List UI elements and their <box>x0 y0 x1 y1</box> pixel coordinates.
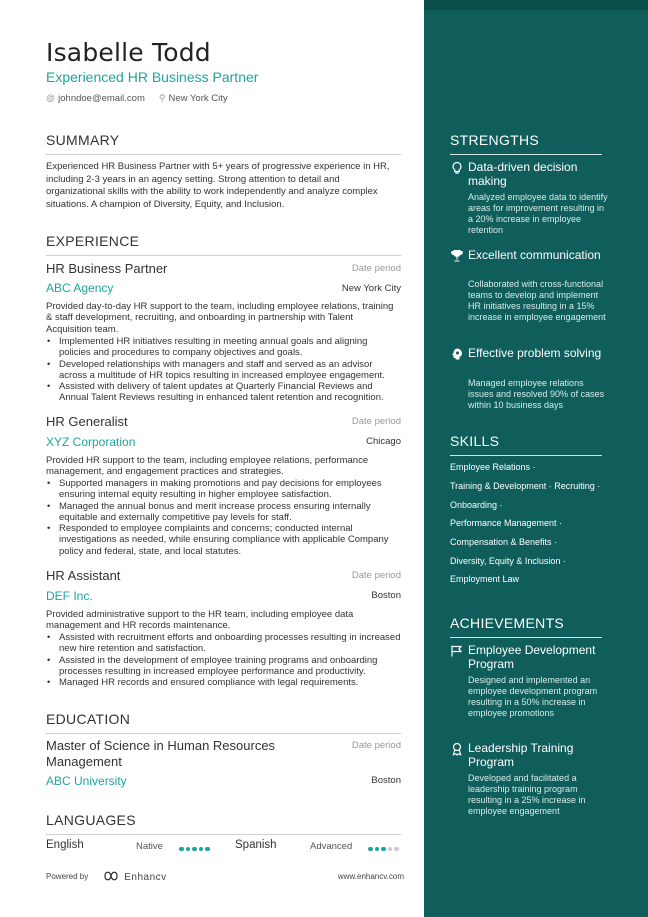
skill-item: Compensation & Benefits · <box>450 537 558 547</box>
strength-title: Effective problem solving <box>468 346 602 360</box>
enhancv-url[interactable]: www.enhancv.com <box>337 872 404 881</box>
trophy-icon <box>450 249 464 263</box>
location-contact <box>159 93 228 104</box>
job-date: Date period <box>351 570 401 581</box>
job-location: Chicago <box>366 436 401 447</box>
achievement-desc: Developed and facilitated a leadership training program resulting in a 25% increase in employee engagement <box>468 773 586 816</box>
job-company: ABC Agency <box>46 281 114 295</box>
job-bullets <box>46 478 401 557</box>
lightbulb-icon <box>450 161 464 175</box>
flag-icon <box>450 644 464 658</box>
location-text: New York City <box>168 93 228 104</box>
list-item: • Assisted in the development of employee training programs and onboarding processes resulting in increased employee performance and productivity. <box>46 655 401 678</box>
email-contact[interactable] <box>46 93 145 104</box>
job-bullets <box>46 632 401 688</box>
job-description: Provided administrative support to the HR team, including employee data management and HR records maintenance. <box>46 609 354 632</box>
language-proficiency <box>179 842 212 854</box>
job-bullets <box>46 336 401 404</box>
job-title: HR Assistant <box>46 568 121 583</box>
list-item: • Implemented HR initiatives resulting in meeting annual goals and aligning policies and procedures to company objectives and goals. <box>46 336 401 359</box>
list-item: • Managed HR records and ensured compliance with legal requirements. <box>46 677 401 688</box>
skill-item: Employment Law <box>450 574 520 584</box>
strength-desc: Analyzed employee data to identify areas for improvement resulting in a 20% increase in employee retention <box>468 192 608 235</box>
location-pin-icon: ⚲ <box>158 93 166 103</box>
medal-icon <box>450 742 464 756</box>
job-company: XYZ Corporation <box>46 435 136 449</box>
skill-item: Onboarding · <box>450 500 503 510</box>
achievement-title: Leadership Training Program <box>468 741 574 769</box>
brand-name: Enhancv <box>124 872 167 883</box>
sidebar <box>424 0 648 917</box>
job-title: HR Generalist <box>46 414 128 429</box>
strength-title: Excellent communication <box>468 248 601 262</box>
language-level: Advanced <box>310 841 353 852</box>
language-proficiency <box>368 842 401 854</box>
list-item: • Responded to employee complaints and concerns; conducted internal investigations as needed, while ensuring compliance with applicable Company policy and federal, state, and local statutes. <box>46 523 401 557</box>
job-company: DEF Inc. <box>46 589 93 603</box>
list-item: • Developed relationships with managers and staff and served as an advisor across a multitude of HR topics resulting in increased employee engagement. <box>46 359 401 382</box>
job-description: Provided day-to-day HR support to the team, including employee relations, training & staff development, recruiting, and onboarding in partnership with Talent Acquisition team. <box>46 301 394 335</box>
language-name: English <box>46 839 84 851</box>
candidate-title: Experienced HR Business Partner <box>46 69 259 85</box>
job-description: Provided HR support to the team, including employee relations, performance management, and engagement practices and strategies. <box>46 455 369 478</box>
school-location: Boston <box>371 775 401 786</box>
strength-title: Data-driven decision making <box>468 160 578 188</box>
language-level: Native <box>136 841 163 852</box>
at-icon: @ <box>46 93 56 103</box>
school-name: ABC University <box>46 774 127 788</box>
education-heading: EDUCATION <box>46 711 401 734</box>
brain-icon <box>450 347 464 361</box>
skill-item: Employee Relations · <box>450 462 536 472</box>
degree-title: Master of Science in Human Resources Management <box>46 738 276 769</box>
sidebar-top-band <box>424 0 648 10</box>
list-item: • Assisted with delivery of talent updates at Quarterly Financial Reviews and Annual Talent Reviews resulting in enhanced talent retention and recognition. <box>46 381 401 404</box>
list-item: • Assisted with recruitment efforts and onboarding processes resulting in increased new hire retention and satisfaction. <box>46 632 401 655</box>
skills-heading: SKILLS <box>450 433 602 456</box>
summary-text: Experienced HR Business Partner with 5+ years of progressive experience in HR, including 2-3 years in an agency setting. Strong attention to detail and organizational skills with the ability to work independently and analyze complex situations. A champion of Diversity, Equity, and Inclusion. <box>46 161 390 210</box>
job-location: New York City <box>341 283 401 294</box>
education-date: Date period <box>351 740 401 751</box>
languages-heading: LANGUAGES <box>46 812 401 835</box>
list-item: • Managed the annual bonus and merit increase process ensuring internally equitable and externally competitive pay levels for staff. <box>46 501 401 524</box>
skill-item: Diversity, Equity & Inclusion · <box>450 556 566 566</box>
strengths-heading: STRENGTHS <box>450 132 602 155</box>
job-title: HR Business Partner <box>46 261 168 276</box>
achievement-title: Employee Development Program <box>468 643 596 671</box>
skill-item: Training & Development · Recruiting · <box>450 481 601 491</box>
strength-desc: Managed employee relations issues and resolved 90% of cases within 10 business days <box>468 378 605 410</box>
list-item: • Supported managers in making promotions and pay decisions for employees ensuring internal equity resulting in higher employee satisfaction. <box>46 478 401 501</box>
infinity-logo-icon <box>100 869 122 883</box>
experience-heading: EXPERIENCE <box>46 233 401 256</box>
achievement-desc: Designed and implemented an employee development program resulting in a 50% increase in employee promotions <box>468 675 598 718</box>
powered-by-label: Powered by <box>46 872 89 881</box>
job-date: Date period <box>351 416 401 427</box>
strength-desc: Collaborated with cross-functional teams to develop and implement HR initiatives resulting in a 15% increase in employee engagement <box>468 279 606 322</box>
contact-info <box>46 93 228 104</box>
job-location: Boston <box>371 590 401 601</box>
email-text: johndoe@email.com <box>58 93 145 104</box>
achievements-heading: ACHIEVEMENTS <box>450 615 602 638</box>
skill-item: Performance Management · <box>450 518 563 528</box>
job-date: Date period <box>351 263 401 274</box>
language-name: Spanish <box>235 839 277 851</box>
candidate-name: Isabelle Todd <box>46 38 211 67</box>
summary-heading: SUMMARY <box>46 132 401 155</box>
enhancv-logo[interactable] <box>100 869 167 886</box>
